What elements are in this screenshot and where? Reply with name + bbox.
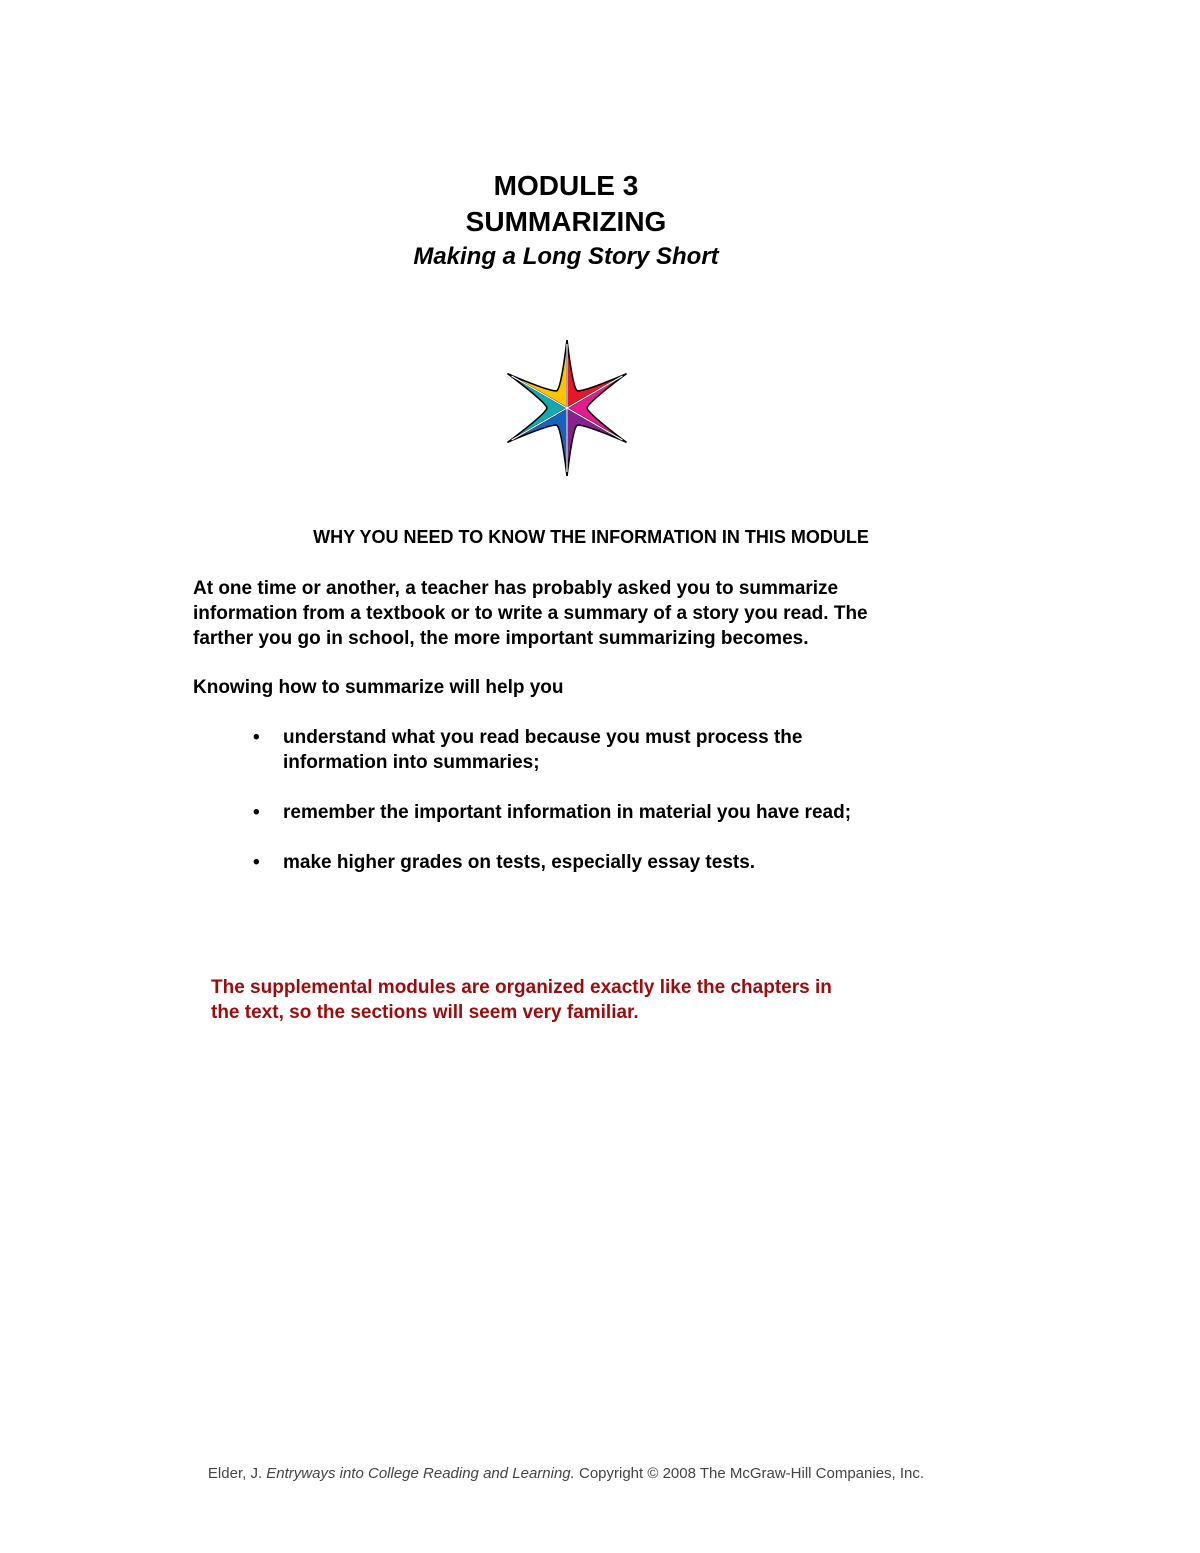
intro-paragraph xyxy=(193,576,993,651)
footer-copyright: Copyright © 2008 The McGraw-Hill Companies, Inc. xyxy=(574,1465,925,1482)
module-subject-title: SUMMARIZING xyxy=(465,206,667,237)
supplemental-note xyxy=(211,975,1011,1025)
intro-line: At one time or another, a teacher has probably asked you to summarize xyxy=(193,578,839,599)
star-petal xyxy=(508,374,567,442)
list-item-text xyxy=(283,725,983,775)
star-petal xyxy=(567,374,626,442)
bullet-icon: • xyxy=(253,802,260,823)
intro-line: information from a textbook or to write a summary of a story you read. The xyxy=(193,603,868,624)
list-item-text xyxy=(283,800,983,825)
module-tagline: Making a Long Story Short xyxy=(413,243,719,270)
footer-book-title: Entryways into College Reading and Learning. xyxy=(266,1465,575,1482)
six-point-star-icon xyxy=(505,340,629,476)
bullet-icon: • xyxy=(253,727,260,748)
bullet-icon: • xyxy=(253,852,260,873)
list-item-line: understand what you read because you must process the xyxy=(283,727,803,748)
bullet-list-lead: Knowing how to summarize will help you xyxy=(193,677,564,698)
note-line: the text, so the sections will seem very familiar. xyxy=(211,1002,639,1023)
module-number-title: MODULE 3 xyxy=(493,170,639,201)
copyright-footer xyxy=(0,1464,1132,1484)
note-line: The supplemental modules are organized exactly like the chapters in xyxy=(211,977,832,998)
footer-author: Elder, J. xyxy=(207,1465,267,1482)
section-heading: WHY YOU NEED TO KNOW THE INFORMATION IN THIS MODULE xyxy=(313,527,869,547)
list-item-line: remember the important information in material you have read; xyxy=(283,802,852,823)
list-item-line: information into summaries; xyxy=(283,752,540,773)
list-item-text xyxy=(283,850,983,875)
intro-line: farther you go in school, the more important summarizing becomes. xyxy=(193,628,809,649)
list-item-line: make higher grades on tests, especially essay tests. xyxy=(283,852,756,873)
